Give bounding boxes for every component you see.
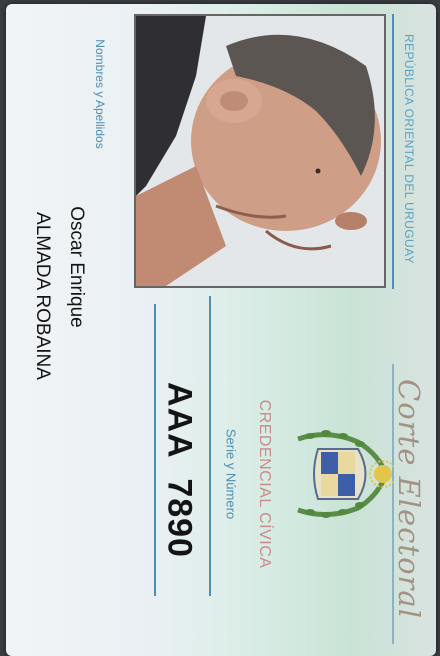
country-name: REPÚBLICA ORIENTAL DEL URUGUAY <box>402 33 416 265</box>
surnames: ALMADA ROBAINA <box>32 212 53 380</box>
name-label: Nombres y Apellidos <box>93 39 107 149</box>
portrait-photo <box>134 14 386 288</box>
number-label: Serie y Número <box>223 428 239 520</box>
separator-line <box>154 304 156 596</box>
given-names: Oscar Enrique <box>66 206 87 328</box>
separator-line <box>392 14 394 289</box>
document-number: AAA 7890 <box>160 382 199 558</box>
id-card <box>6 4 436 656</box>
uruguay-coat-of-arms-icon <box>288 424 394 524</box>
issuer-name: Corte Electoral <box>392 379 426 619</box>
separator-line <box>209 296 211 596</box>
document-title: CREDENCIAL CÍVICA <box>256 399 273 569</box>
